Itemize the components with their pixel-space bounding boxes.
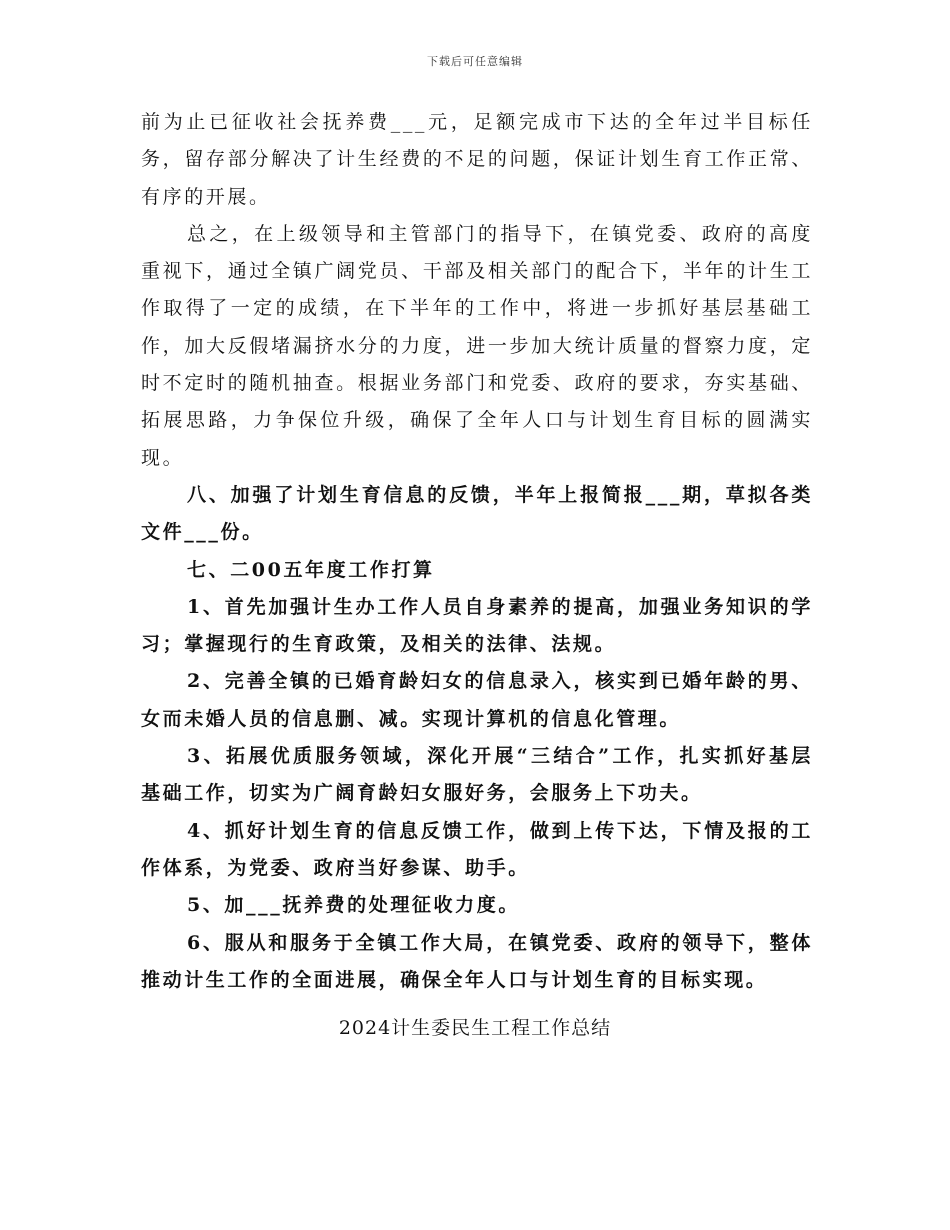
document-body (141, 104, 813, 999)
paragraph-section-eight: 八、加强了计划生育信息的反馈，半年上报简报___期，草拟各类文件___份。 (141, 483, 813, 544)
paragraph-continuation: 前为止已征收社会抚养费___元，足额完成市下达的全年过半目标任务，留存部分解决了计生经费的不足的问题，保证计划生育工作正常、有序的开展。 (141, 111, 813, 208)
section-heading-work-plan: 七、二00五年度工作打算 (187, 558, 435, 581)
plan-item-4: 4、抓好计划生育的信息反馈工作，做到上传下达，下情及报的工作体系，为党委、政府当好参谋、助手。 (141, 819, 813, 879)
plan-item-1: 1、首先加强计生办工作人员自身素养的提高，加强业务知识的学习；掌握现行的生育政策，及相关的法律、法规。 (141, 595, 813, 656)
document-title: 2024计生委民生工程工作总结 (338, 1017, 612, 1039)
plan-item-5: 5、加___抚养费的处理征收力度。 (187, 894, 520, 917)
paragraph-summary: 总之，在上级领导和主管部门的指导下，在镇党委、政府的高度重视下，通过全镇广阔党员、干部及相关部门的配合下，半年的计生工作取得了一定的成绩，在下半年的工作中，将进一步抓好基层基础工作，加大反假堵漏挤水分的力度，进一步加大统计质量的督察力度，定时不定时的随机抽查。根据业务部门和党委、政府的要求，夯实基础、拓展思路，力争保位升级，确保了全年人口与计划生育目标的圆满实现。 (141, 222, 813, 469)
plan-item-6: 6、服从和服务于全镇工作大局，在镇党委、政府的领导下，整体推动计生工作的全面进展，确保全年人口与计划生育的目标实现。 (141, 931, 813, 991)
plan-item-3: 3、拓展优质服务领域，深化开展“三结合”工作，扎实抓好基层基础工作，切实为广阔育龄妇女服好务，会服务上下功夫。 (141, 745, 813, 805)
page-header: 下载后可任意编辑 (427, 55, 523, 68)
plan-item-2: 2、完善全镇的已婚育龄妇女的信息录入，核实到已婚年龄的男、女而未婚人员的信息删、减。实现计算机的信息化管理。 (141, 670, 813, 730)
